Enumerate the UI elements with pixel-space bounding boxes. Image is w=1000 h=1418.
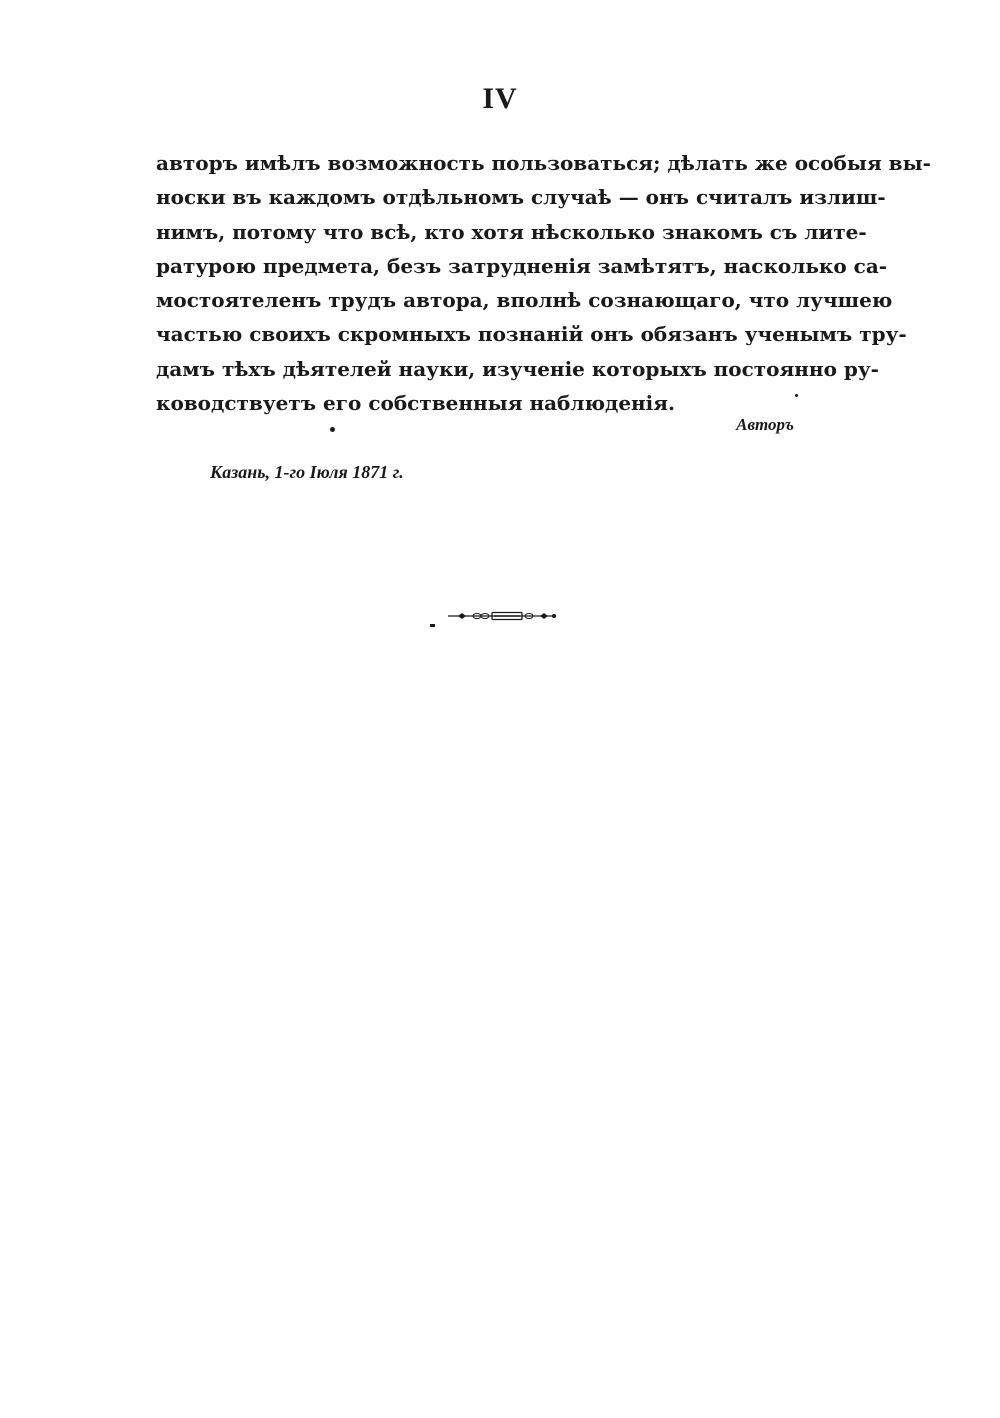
place-and-date: Казань, 1-го Іюля 1871 г.	[210, 462, 404, 482]
page-number: IV	[482, 82, 518, 115]
author-signature: Авторъ	[736, 415, 794, 434]
flourish-ornament-icon	[430, 604, 560, 634]
print-speck	[330, 427, 335, 432]
text-line: ководствуетъ его собственныя наблюденія.	[156, 391, 676, 416]
body-paragraph	[156, 146, 931, 420]
text-line: частью своихъ скромныхъ познаній онъ обязанъ ученымъ тру-	[156, 322, 907, 347]
text-line: дамъ тѣхъ дѣятелей науки, изученіе которыхъ постоянно ру-	[156, 356, 879, 381]
text-line: нимъ, потому что всѣ, кто хотя нѣсколько знакомъ съ лите-	[156, 219, 867, 244]
text-line: авторъ имѣлъ возможность пользоваться; дѣлать же особыя вы-	[156, 151, 931, 175]
text-line: мостоятеленъ трудъ автора, вполнѣ сознающаго, что лучшею	[156, 288, 893, 313]
print-speck	[795, 394, 798, 397]
text-line: носки въ каждомъ отдѣльномъ случаѣ — онъ считалъ излиш-	[156, 185, 886, 210]
text-line: ратурою предмета, безъ затрудненія замѣтятъ, насколько са-	[156, 253, 888, 278]
